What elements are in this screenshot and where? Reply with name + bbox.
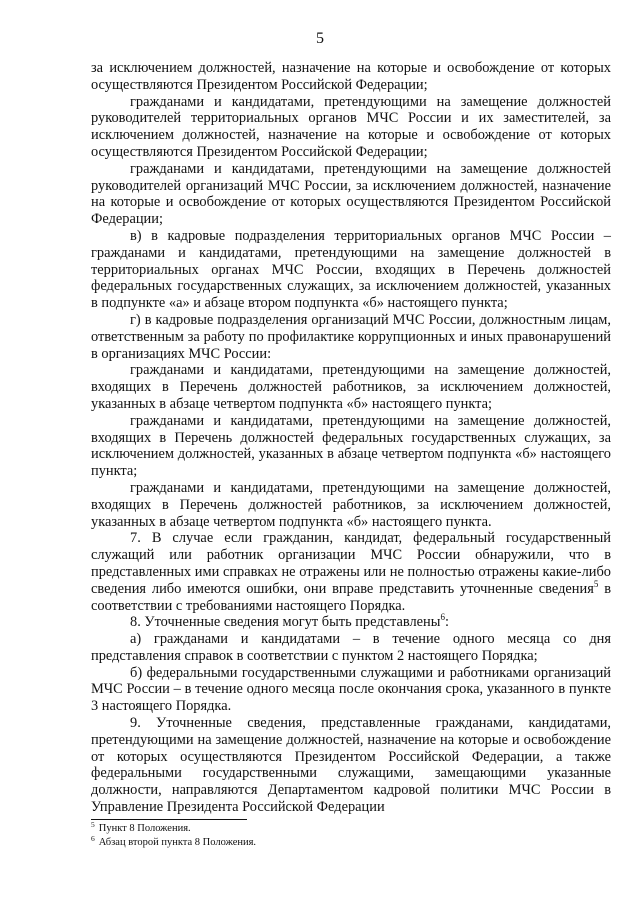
footnote-number: 5 <box>91 819 95 829</box>
footnote-ref: 6 <box>440 612 445 623</box>
paragraph-text: за исключением должностей, назначение на которые и освобождение от которых осуществляются Президентом Российской Федерации; <box>91 60 611 93</box>
paragraph-text-continued: : <box>444 614 449 631</box>
paragraph-text-continued: в соответствии с требованиями настоящего Порядка. <box>91 580 611 614</box>
paragraph-text: гражданами и кандидатами, претендующими на замещение должностей руководителей организаций МЧС России, за исключением должностей, назначение на которые и освобождение от которых осуществляются Президентом Российской Федерации; <box>91 160 611 228</box>
paragraph-text: б) федеральными государственными служащими и работниками организаций МЧС России – в течение одного месяца после окончания срока, указанного в пункте 3 настоящего Порядка. <box>91 664 611 715</box>
page-number: 5 <box>316 30 324 47</box>
paragraph-text: в) в кадровые подразделения территориальных органов МЧС России – гражданами и кандидатами, претендующими на замещение должностей в территориальных органах МЧС России, входящих в Перечень должностей федеральных государственных служащих, за исключением должностей, указанных в подпункте «а» и абзаце втором подпункта «б» настоящего пункта; <box>91 227 611 312</box>
paragraph <box>91 631 611 665</box>
paragraph-text: гражданами и кандидатами, претендующими на замещение должностей, входящих в Перечень должностей федеральных государственных служащих, за исключением должностей, указанных в абзаце четвертом подпункта «б» настоящего пункта; <box>91 412 611 480</box>
paragraph <box>91 60 611 94</box>
paragraph-text: 7. В случае если гражданин, кандидат, федеральный государственный служащий или работник организации МЧС России обнаружили, что в представленных ими справках не отражены или не полностью отражены какие-либо сведения либо имеются ошибки, они вправе представить уточненные сведения <box>91 530 611 597</box>
footnote <box>91 833 611 850</box>
paragraph-text: а) гражданами и кандидатами – в течение одного месяца со дня представления справок в соответствии с пунктом 2 настоящего Порядка; <box>91 631 611 664</box>
document-body <box>91 60 611 816</box>
paragraph-text: 9. Уточненные сведения, представленные гражданами, кандидатами, претендующими на замещение должностей, назначение на которые и освобождение от которых осуществляются Президентом Российской Федерации, а также федеральными государственными служащими, замещающими указанные должности, направляются Департаментом кадровой политики МЧС России в Управление Президента Российской Федерации <box>91 715 611 816</box>
paragraph <box>91 665 611 715</box>
paragraph-text: гражданами и кандидатами, претендующими на замещение должностей руководителей территориальных органов МЧС России и их заместителей, за исключением должностей, назначение на которые и освобождение от которых осуществляются Президентом Российской Федерации; <box>91 93 611 160</box>
footnotes <box>91 819 611 850</box>
footnote-ref: 5 <box>593 578 599 589</box>
paragraph-text: гражданами и кандидатами, претендующими на замещение должностей, входящих в Перечень должностей работников, за исключением должностей, указанных в абзаце четвертом подпункта «б» настоящего пункта; <box>91 362 611 412</box>
paragraph <box>91 413 611 480</box>
paragraph-text: гражданами и кандидатами, претендующими на замещение должностей, входящих в Перечень должностей работников, за исключением должностей, указанных в абзаце четвертом подпункта «б» настоящего пункта. <box>91 479 611 530</box>
paragraph <box>91 94 611 161</box>
paragraph <box>91 312 611 362</box>
paragraph-text: г) в кадровые подразделения организаций МЧС России, должностным лицам, ответственным за работу по профилактике коррупционных и иных правонарушений в организациях МЧС России: <box>91 311 611 362</box>
paragraph-text: 8. Уточненные сведения могут быть представлены <box>130 614 441 631</box>
footnote-text: Пункт 8 Положения. <box>98 823 191 834</box>
paragraph <box>91 480 611 530</box>
paragraph <box>91 228 611 312</box>
paragraph <box>91 715 611 816</box>
paragraph <box>91 362 611 412</box>
paragraph <box>91 161 611 228</box>
footnote <box>91 819 611 836</box>
footnote-text: Абзац второй пункта 8 Положения. <box>98 837 257 848</box>
footnote-number: 6 <box>91 833 95 843</box>
paragraph <box>91 530 611 614</box>
paragraph <box>91 614 611 631</box>
footnote-divider <box>91 819 247 820</box>
